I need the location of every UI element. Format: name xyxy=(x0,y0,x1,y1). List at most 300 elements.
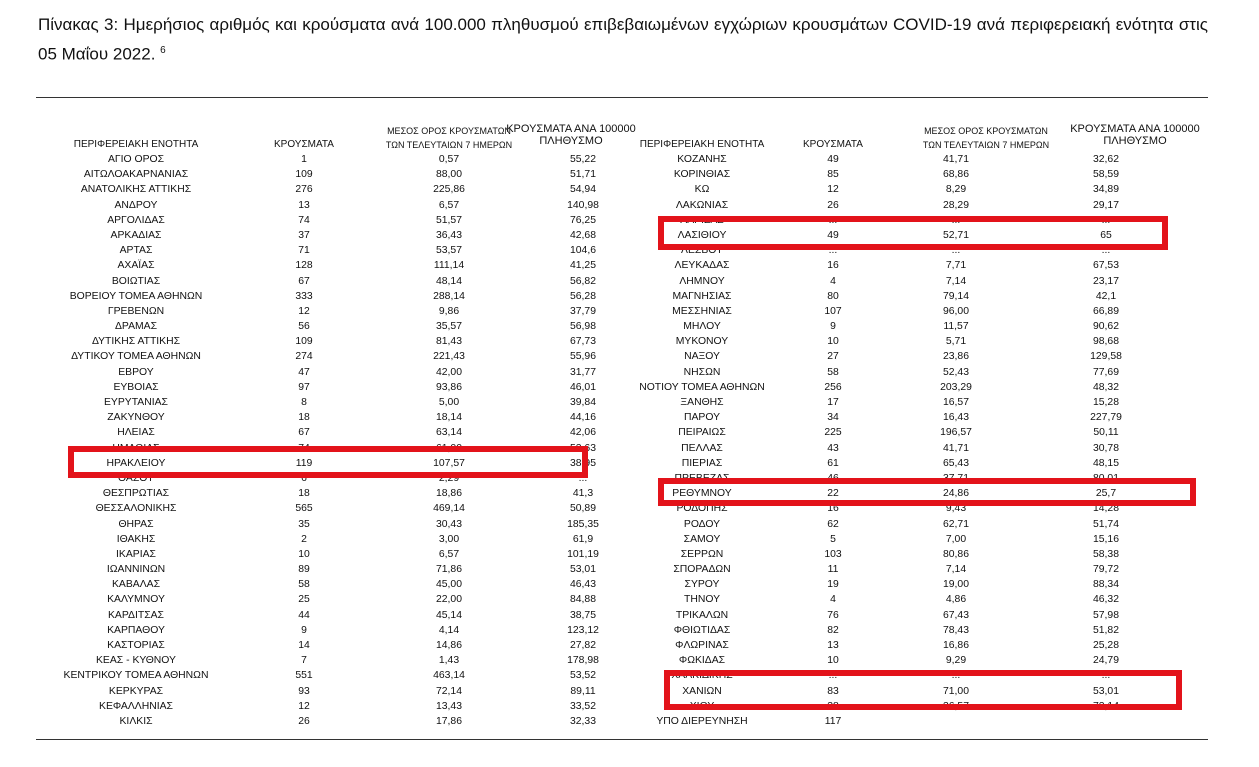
table-row xyxy=(614,547,1208,562)
cases-value: 16 xyxy=(827,503,839,515)
highlight-box-irakleiou xyxy=(68,446,588,478)
rate-per-100k-value: 56,82 xyxy=(569,275,596,287)
cases-value: 49 xyxy=(827,154,839,165)
region-name: ΠΕΙΡΑΙΩΣ xyxy=(678,427,726,439)
avg-7day-value: 288,14 xyxy=(433,290,465,302)
region-name: ΧΙΟΥ xyxy=(689,700,715,712)
avg-7day-value: 9,29 xyxy=(945,655,967,667)
avg-7day-value: 107,57 xyxy=(433,457,465,469)
region-name: ΚΕΝΤΡΙΚΟΥ ΤΟΜΕΑ ΑΘΗΝΩΝ xyxy=(63,670,209,682)
table-row xyxy=(614,304,1208,319)
cases-value: 109 xyxy=(295,169,313,181)
table-row xyxy=(36,501,640,516)
rate-per-100k-value: 56,98 xyxy=(569,321,596,333)
cases-value: 19 xyxy=(827,579,839,591)
avg-7day-value: 93,86 xyxy=(435,381,462,393)
region-name: ΣΠΟΡΑΔΩΝ xyxy=(673,564,731,576)
table-row xyxy=(36,410,640,425)
avg-7day-value: 65,43 xyxy=(942,457,969,469)
cases-value: 551 xyxy=(295,670,313,682)
rate-per-100k-value: 15,28 xyxy=(1092,397,1119,408)
rate-per-100k-value: 140,98 xyxy=(567,199,599,211)
avg-7day-value: 469,14 xyxy=(433,503,465,515)
cases-value: ... xyxy=(828,245,838,257)
rate-per-100k-value: 57,98 xyxy=(1092,609,1119,621)
cases-value: 5 xyxy=(830,533,836,545)
cases-value: 2 xyxy=(301,533,307,545)
rate-per-100k-value: 185,35 xyxy=(567,518,599,530)
table-row xyxy=(36,274,640,289)
avg-7day-value: 5,00 xyxy=(438,397,460,408)
table-row xyxy=(36,167,640,182)
cases-value: 18 xyxy=(298,488,310,500)
rate-per-100k-value: 98,68 xyxy=(1092,336,1119,348)
avg-7day-value: 16,57 xyxy=(942,397,969,408)
table-row xyxy=(36,425,640,440)
avg-7day-value: 42,00 xyxy=(435,366,462,378)
avg-7day-value: 6,57 xyxy=(438,548,460,560)
region-name: ΘΑΣΟΥ xyxy=(118,472,154,484)
left-column-table xyxy=(36,152,640,729)
avg-7day-value: 111,14 xyxy=(433,260,465,272)
avg-7day-value: 81,43 xyxy=(435,336,462,348)
region-name: ΚΑΣΤΟΡΙΑΣ xyxy=(107,640,165,651)
rate-per-100k-value: 33,52 xyxy=(569,700,596,712)
region-name: ΔΡΑΜΑΣ xyxy=(114,321,158,333)
avg-7day-value: 78,43 xyxy=(942,624,969,636)
rate-per-100k-value: 66,89 xyxy=(1092,305,1119,317)
region-name: ΚΕΦΑΛΛΗΝΙΑΣ xyxy=(99,700,173,712)
avg-7day-value: 225,86 xyxy=(433,184,465,196)
region-name: ΛΗΜΝΟΥ xyxy=(679,275,725,287)
avg-7day-value: 9,43 xyxy=(945,503,967,515)
cases-value: 67 xyxy=(298,427,310,439)
region-name: ΓΡΕΒΕΝΩΝ xyxy=(107,305,165,317)
avg-7day-value: 8,29 xyxy=(945,184,967,196)
region-name: ΚΟΡΙΝΘΙΑΣ xyxy=(673,169,731,181)
cases-value: 565 xyxy=(295,503,313,515)
table-row xyxy=(36,623,640,638)
table-row xyxy=(614,532,1208,547)
cases-value: 256 xyxy=(824,381,842,393)
rate-per-100k-value: 42,06 xyxy=(569,427,596,439)
region-name: ΛΑΣΙΘΙΟΥ xyxy=(677,229,727,241)
rate-per-100k-value: 46,01 xyxy=(569,381,596,393)
rate-per-100k-value: 58,59 xyxy=(1092,169,1119,181)
header-region-left: ΠΕΡΙΦΕΡΕΙΑΚΗ ΕΝΟΤΗΤΑ xyxy=(73,139,199,150)
region-name: ΘΗΡΑΣ xyxy=(118,518,154,530)
avg-7day-value: 79,14 xyxy=(942,290,969,302)
cases-value: 38 xyxy=(827,700,839,712)
header-avg-line1: ΜΕΣΟΣ ΟΡΟΣ ΚΡΟΥΣΜΑΤΩΝ xyxy=(387,126,511,136)
region-name: ΚΑΡΠΑΘΟΥ xyxy=(107,624,165,636)
avg-7day-value: 53,57 xyxy=(435,245,462,257)
rate-per-100k-value: ... xyxy=(578,472,588,484)
avg-7day-value: 62,71 xyxy=(942,518,969,530)
table-row xyxy=(36,517,640,532)
cases-value: 47 xyxy=(298,366,310,378)
avg-7day-value: 7,14 xyxy=(945,275,967,287)
avg-7day-value: 4,86 xyxy=(945,594,967,606)
rate-per-100k-value: 38,75 xyxy=(569,609,596,621)
rate-per-100k-value: 38,95 xyxy=(569,457,596,469)
avg-7day-value: 67,43 xyxy=(942,609,969,621)
rate-per-100k-value: 51,74 xyxy=(1092,518,1119,530)
rate-per-100k-value: 29,17 xyxy=(1092,199,1119,211)
table-row xyxy=(36,349,640,364)
table-row xyxy=(36,243,640,258)
region-name: ΣΕΡΡΩΝ xyxy=(680,548,724,560)
region-name: ΠΑΡΟΥ xyxy=(683,412,721,424)
region-name: ΑΡΤΑΣ xyxy=(119,245,153,257)
region-name: ΠΡΕΒΕΖΑΣ xyxy=(674,472,730,484)
table-row xyxy=(36,319,640,334)
avg-7day-value: 14,86 xyxy=(435,640,462,651)
table-row xyxy=(36,684,640,699)
table-row xyxy=(36,395,640,410)
cases-value: 37 xyxy=(298,229,310,241)
table-row xyxy=(36,592,640,607)
cases-value: 56 xyxy=(298,321,310,333)
cases-value: 128 xyxy=(295,260,313,272)
table-row xyxy=(36,547,640,562)
avg-7day-value: 41,71 xyxy=(942,154,969,165)
table-row xyxy=(614,319,1208,334)
region-name: ΜΗΛΟΥ xyxy=(683,321,721,333)
cases-value: 85 xyxy=(827,169,839,181)
rate-per-100k-value: 84,88 xyxy=(569,594,596,606)
region-name: ΧΑΝΙΩΝ xyxy=(682,685,722,697)
avg-7day-value: 41,71 xyxy=(942,442,969,454)
avg-7day-value: 0,57 xyxy=(438,154,460,165)
table-row xyxy=(36,532,640,547)
table-row xyxy=(36,182,640,197)
table-row xyxy=(614,517,1208,532)
table-row xyxy=(614,365,1208,380)
rate-per-100k-value: 41,25 xyxy=(569,260,596,272)
cases-value: 46 xyxy=(827,472,839,484)
table-row xyxy=(614,349,1208,364)
cases-value: 83 xyxy=(827,685,839,697)
avg-7day-value: 2,29 xyxy=(438,472,460,484)
region-name: ΕΥΒΟΙΑΣ xyxy=(113,381,159,393)
avg-7day-value: 4,14 xyxy=(438,624,460,636)
avg-7day-value: 7,71 xyxy=(945,260,967,272)
table-row xyxy=(614,623,1208,638)
table-row xyxy=(614,289,1208,304)
cases-value: 8 xyxy=(301,397,307,408)
avg-7day-value: ... xyxy=(951,214,961,226)
region-name: ΣΥΡΟΥ xyxy=(684,579,720,591)
avg-7day-value: 22,00 xyxy=(435,594,462,606)
rate-per-100k-value: 53,01 xyxy=(569,564,596,576)
cases-value: 71 xyxy=(298,245,310,257)
cases-value: 13 xyxy=(827,640,839,651)
avg-7day-value: 5,71 xyxy=(945,336,967,348)
rate-per-100k-value: 67,53 xyxy=(1092,260,1119,272)
cases-value: 80 xyxy=(827,290,839,302)
cases-value: 35 xyxy=(298,518,310,530)
table-row xyxy=(36,699,640,714)
avg-7day-value: 45,14 xyxy=(435,609,462,621)
cases-value: 13 xyxy=(298,199,310,211)
avg-7day-value: 18,14 xyxy=(435,412,462,424)
avg-7day-value: 61,00 xyxy=(435,442,462,454)
cases-value: 27 xyxy=(827,351,839,363)
avg-7day-value: 7,00 xyxy=(945,533,967,545)
header-avg-line1: ΜΕΣΟΣ ΟΡΟΣ ΚΡΟΥΣΜΑΤΩΝ xyxy=(924,126,1048,136)
rate-per-100k-value: 53,52 xyxy=(569,670,596,682)
cases-value: 4 xyxy=(830,594,836,606)
rate-per-100k-value: 53,01 xyxy=(1092,685,1119,697)
table-row xyxy=(614,608,1208,623)
cases-value: 18 xyxy=(298,412,310,424)
avg-7day-value: 72,14 xyxy=(435,685,462,697)
region-name: ΡΟΔΟΠΗΣ xyxy=(676,503,728,515)
rate-per-100k-value: 104,6 xyxy=(569,245,596,257)
rate-per-100k-value: ... xyxy=(1101,245,1111,257)
rate-per-100k-value: 129,58 xyxy=(1090,351,1122,363)
region-name: ΑΝΑΤΟΛΙΚΗΣ ΑΤΤΙΚΗΣ xyxy=(80,184,192,196)
table-row xyxy=(36,152,640,167)
avg-7day-value: 96,00 xyxy=(942,305,969,317)
cases-value: 9 xyxy=(830,321,836,333)
header-rate-line1: ΚΡΟΥΣΜΑΤΑ ΑΝΑ 100000 xyxy=(506,123,636,135)
cases-value: 93 xyxy=(298,685,310,697)
table-row xyxy=(36,562,640,577)
header-cases-left: ΚΡΟΥΣΜΑΤΑ xyxy=(274,139,334,150)
table-row xyxy=(36,668,640,683)
rate-per-100k-value: 24,79 xyxy=(1092,655,1119,667)
region-name: ΗΜΑΘΙΑΣ xyxy=(112,442,160,454)
cases-value: 25 xyxy=(298,594,310,606)
avg-7day-value: 1,43 xyxy=(438,655,460,667)
rate-per-100k-value: 80,01 xyxy=(1092,472,1119,484)
avg-7day-value: 221,43 xyxy=(433,351,465,363)
table-row xyxy=(36,638,640,653)
avg-7day-value: 71,86 xyxy=(435,564,462,576)
cases-value: 9 xyxy=(301,624,307,636)
highlight-box-rethymnou xyxy=(658,478,1196,506)
cases-value: 43 xyxy=(827,442,839,454)
rate-per-100k-value: 51,82 xyxy=(1092,624,1119,636)
table-row xyxy=(36,228,640,243)
rate-per-100k-value: 48,15 xyxy=(1092,457,1119,469)
cases-value: 17 xyxy=(827,397,839,408)
rate-per-100k-value: 88,34 xyxy=(1092,579,1119,591)
rate-per-100k-value: 44,16 xyxy=(569,412,596,424)
rate-per-100k-value: 61,9 xyxy=(572,533,594,545)
header-avg-line2: ΤΩΝ ΤΕΛΕΥΤΑΙΩΝ 7 ΗΜΕΡΩΝ xyxy=(385,140,513,150)
cases-value: 12 xyxy=(827,184,839,196)
region-name: ΚΑΡΔΙΤΣΑΣ xyxy=(108,609,164,621)
table-row xyxy=(614,441,1208,456)
region-name: ΔΥΤΙΚΗΣ ΑΤΤΙΚΗΣ xyxy=(91,336,181,348)
avg-7day-value: 463,14 xyxy=(433,670,465,682)
rate-per-100k-value: 55,96 xyxy=(569,351,596,363)
avg-7day-value: 63,14 xyxy=(435,427,462,439)
rate-per-100k-value: 56,28 xyxy=(569,290,596,302)
table-row xyxy=(36,289,640,304)
header-avg-right xyxy=(906,125,1066,151)
header-region-right: ΠΕΡΙΦΕΡΕΙΑΚΗ ΕΝΟΤΗΤΑ xyxy=(639,139,765,150)
rate-per-100k-value: 46,43 xyxy=(569,579,596,591)
header-cases-right: ΚΡΟΥΣΜΑΤΑ xyxy=(803,139,863,150)
cases-value: 6 xyxy=(301,472,307,484)
table-row xyxy=(614,334,1208,349)
avg-7day-value: 28,29 xyxy=(942,199,969,211)
region-name: ΤΡΙΚΑΛΩΝ xyxy=(675,609,729,621)
table-row xyxy=(614,274,1208,289)
cases-value: 333 xyxy=(295,290,313,302)
table-row xyxy=(36,486,640,501)
rate-per-100k-value: 65 xyxy=(1100,229,1112,241)
cases-value: 74 xyxy=(298,214,310,226)
region-name: ΑΧΑΪΑΣ xyxy=(117,260,155,272)
caption-text: Πίνακας 3: Ημερήσιος αριθμός και κρούσματα ανά 100.000 πληθυσμού επιβεβαιωμένων εγχώριων κρουσμάτων COVID-19 ανά περιφερειακή ενότητα στις 05 Μαΐου 2022. xyxy=(38,15,1208,64)
cases-value: 274 xyxy=(295,351,313,363)
table-row xyxy=(614,258,1208,273)
cases-value: 44 xyxy=(298,609,310,621)
cases-value: 97 xyxy=(298,381,310,393)
rate-per-100k-value: 37,79 xyxy=(569,305,596,317)
header-rate-line2: ΠΛΗΘΥΣΜΟ xyxy=(1103,135,1167,147)
cases-value: 7 xyxy=(301,655,307,667)
cases-value: 62 xyxy=(827,518,839,530)
region-name: ΛΑΚΩΝΙΑΣ xyxy=(675,199,729,211)
region-name: ΠΕΛΛΑΣ xyxy=(681,442,723,454)
cases-value: 276 xyxy=(295,184,313,196)
avg-7day-value: 3,00 xyxy=(438,533,460,545)
cases-value: 10 xyxy=(827,655,839,667)
avg-7day-value: 68,86 xyxy=(942,169,969,181)
avg-7day-value: 52,71 xyxy=(942,229,969,241)
rate-per-100k-value: 55,22 xyxy=(569,154,596,165)
cases-value: 61 xyxy=(827,457,839,469)
rate-per-100k-value: 46,32 xyxy=(1092,594,1119,606)
avg-7day-value: 23,86 xyxy=(942,351,969,363)
region-name: ΔΥΤΙΚΟΥ ΤΟΜΕΑ ΑΘΗΝΩΝ xyxy=(71,351,201,363)
region-name: ΛΑΡΙΣΑΣ xyxy=(680,214,724,226)
avg-7day-value: 16,86 xyxy=(942,640,969,651)
avg-7day-value: 30,43 xyxy=(435,518,462,530)
region-name: ΗΛΕΙΑΣ xyxy=(117,427,155,439)
rate-per-100k-value: 34,89 xyxy=(1092,184,1119,196)
cases-value: 76 xyxy=(827,609,839,621)
rate-per-100k-value: 77,69 xyxy=(1092,366,1119,378)
rate-per-100k-value: 79,72 xyxy=(1092,564,1119,576)
highlight-box-chanion xyxy=(664,670,1182,710)
cases-value: 22 xyxy=(827,488,839,500)
table-row xyxy=(36,213,640,228)
cases-value: 1 xyxy=(301,154,307,165)
table-row xyxy=(614,182,1208,197)
rate-per-100k-value: 27,82 xyxy=(569,640,596,651)
avg-7day-value: 24,86 xyxy=(942,488,969,500)
region-name: ΛΕΥΚΑΔΑΣ xyxy=(674,260,730,272)
avg-7day-value: 7,14 xyxy=(945,564,967,576)
region-name: ΑΡΓΟΛΙΔΑΣ xyxy=(107,214,165,226)
table-row xyxy=(614,395,1208,410)
region-name: ΖΑΚΥΝΘΟΥ xyxy=(107,412,165,424)
rate-per-100k-value: 30,78 xyxy=(1092,442,1119,454)
avg-7day-value: 48,14 xyxy=(435,275,462,287)
avg-7day-value: 45,00 xyxy=(435,579,462,591)
region-name: ΤΗΝΟΥ xyxy=(683,594,721,606)
cases-value: 58 xyxy=(298,579,310,591)
table-row xyxy=(36,198,640,213)
table-row xyxy=(614,425,1208,440)
region-name: ΚΕΡΚΥΡΑΣ xyxy=(108,685,164,697)
avg-7day-value: 19,00 xyxy=(942,579,969,591)
cases-value: 89 xyxy=(298,564,310,576)
region-name: ΕΥΡΥΤΑΝΙΑΣ xyxy=(104,397,168,408)
avg-7day-value: 16,43 xyxy=(942,412,969,424)
rate-per-100k-value: 89,11 xyxy=(570,685,596,697)
cases-value: 12 xyxy=(298,700,310,712)
avg-7day-value: 51,57 xyxy=(435,214,462,226)
rate-per-100k-value: 123,12 xyxy=(567,624,599,636)
table-row xyxy=(614,592,1208,607)
region-name: ΑΝΔΡΟΥ xyxy=(114,199,158,211)
region-name: ΗΡΑΚΛΕΙΟΥ xyxy=(106,457,166,469)
cases-value: 26 xyxy=(298,715,310,727)
table-row xyxy=(614,577,1208,592)
footnote-marker: 6 xyxy=(160,45,166,56)
rate-per-100k-value: 227,79 xyxy=(1090,412,1122,424)
table-row xyxy=(614,653,1208,668)
cases-value: 26 xyxy=(827,199,839,211)
region-name: ΕΒΡΟΥ xyxy=(118,366,154,378)
rate-per-100k-value: 23,17 xyxy=(1092,275,1119,287)
region-name: ΠΙΕΡΙΑΣ xyxy=(681,457,723,469)
rate-per-100k-value: 52,63 xyxy=(569,442,596,454)
region-name: ΦΛΩΡΙΝΑΣ xyxy=(675,640,729,651)
region-name: ΜΑΓΝΗΣΙΑΣ xyxy=(672,290,732,302)
region-name: ΒΟΙΩΤΙΑΣ xyxy=(111,275,161,287)
region-name: ΥΠΟ ΔΙΕΡΕΥΝΗΣΗ xyxy=(656,715,748,727)
region-name: ΙΩΑΝΝΙΝΩΝ xyxy=(106,564,166,576)
cases-value: 67 xyxy=(298,275,310,287)
cases-value: 11 xyxy=(827,564,839,576)
cases-value: 82 xyxy=(827,624,839,636)
cases-value: 4 xyxy=(830,275,836,287)
region-name: ΒΟΡΕΙΟΥ ΤΟΜΕΑ ΑΘΗΝΩΝ xyxy=(69,290,203,302)
rate-per-100k-value: 39,84 xyxy=(569,397,596,408)
rate-per-100k-value: 58,38 xyxy=(1092,548,1119,560)
region-name: ΑΡΚΑΔΙΑΣ xyxy=(110,229,162,241)
region-name: ΘΕΣΣΑΛΟΝΙΚΗΣ xyxy=(95,503,177,515)
region-name: ΜΕΣΣΗΝΙΑΣ xyxy=(672,305,732,317)
avg-7day-value: 9,86 xyxy=(438,305,460,317)
highlight-box-lasithiou xyxy=(658,216,1168,250)
cases-value: 109 xyxy=(295,336,313,348)
rate-per-100k-value: 90,62 xyxy=(1092,321,1119,333)
rate-per-100k-value: 51,71 xyxy=(569,169,596,181)
region-name: ΡΕΘΥΜΝΟΥ xyxy=(672,488,732,500)
rate-per-100k-value: 25,7 xyxy=(1095,488,1117,500)
rate-per-100k-value: 50,89 xyxy=(569,503,596,515)
avg-7day-value: 196,57 xyxy=(940,427,972,439)
rate-per-100k-value: 32,62 xyxy=(1092,154,1119,165)
header-avg-line2: ΤΩΝ ΤΕΛΕΥΤΑΙΩΝ 7 ΗΜΕΡΩΝ xyxy=(922,140,1050,150)
rate-per-100k-value: 42,68 xyxy=(569,229,596,241)
avg-7day-value: 80,86 xyxy=(942,548,969,560)
region-name: ΑΓΙΟ ΟΡΟΣ xyxy=(107,154,165,165)
region-name: ΜΥΚΟΝΟΥ xyxy=(675,336,729,348)
region-name: ΦΘΙΩΤΙΔΑΣ xyxy=(673,624,731,636)
table-row xyxy=(36,577,640,592)
